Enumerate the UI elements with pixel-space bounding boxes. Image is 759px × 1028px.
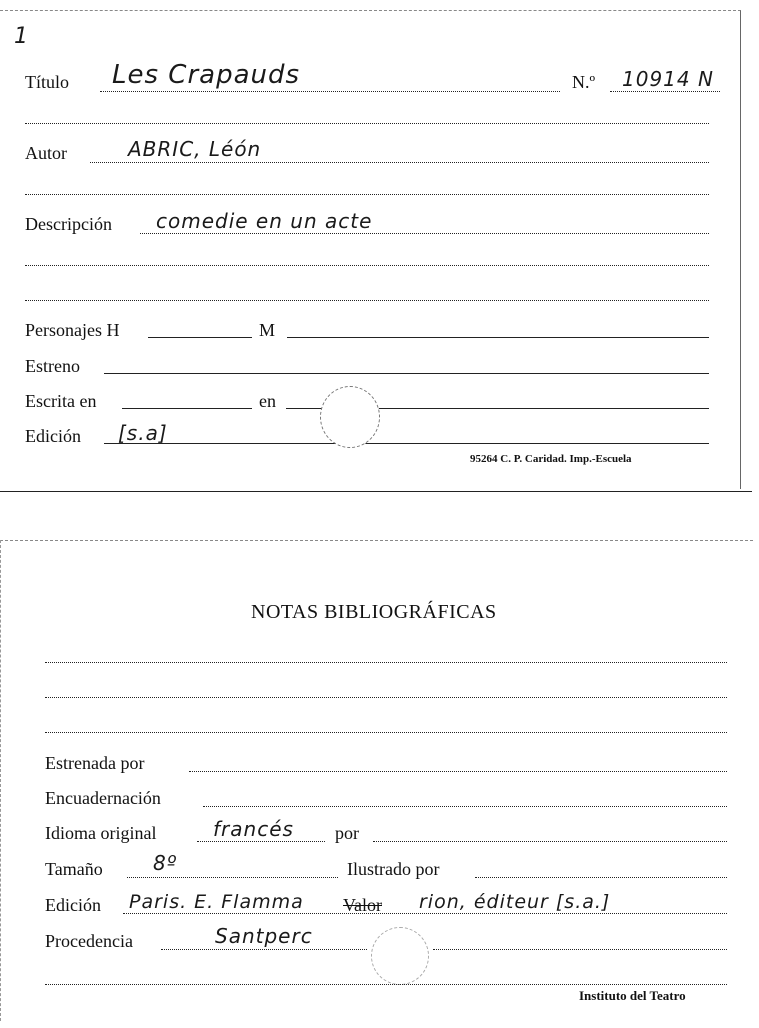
estreno-label: Estreno [25,356,80,376]
numero-line [610,91,720,92]
catalog-card-back [0,540,753,1021]
personajes-m-line [287,337,709,338]
titulo-label: Título [25,72,69,92]
edicion2-label: Edición [45,895,101,915]
descripcion-value: comedie en un acte [156,209,373,233]
punch-hole [320,386,380,448]
descripcion-label: Descripción [25,214,112,234]
blank-line [25,300,709,301]
institution-footer: Instituto del Teatro [579,988,686,1003]
tamano-value: 8º [153,851,178,875]
edicion2-value-b: rion, éditeur [s.a.] [419,891,611,913]
escrita-line [122,408,252,409]
idioma-line [197,841,325,842]
ilustrado-label: Ilustrado por [347,859,440,879]
catalog-card-front [0,10,741,489]
idioma-label: Idioma original [45,823,157,843]
edicion2-value-a: Paris. E. Flamma [129,891,304,913]
idioma-por-label: por [335,823,359,843]
edicion-label: Edición [25,426,81,446]
encuadernacion-label: Encuadernación [45,788,161,808]
estrenada-line [189,771,727,772]
descripcion-line [140,233,709,234]
escrita-label: Escrita en [25,391,97,411]
idioma-value: francés [213,817,294,841]
idioma-por-line [373,841,727,842]
blank-line [25,194,709,195]
encuadernacion-line [203,806,727,807]
estrenada-label: Estrenada por [45,753,145,773]
procedencia-line [161,949,367,950]
procedencia-line-2 [433,949,727,950]
printer-imprint: 95264 C. P. Caridad. Imp.-Escuela [470,453,632,465]
estreno-line [104,373,709,374]
blank-line [45,662,727,663]
blank-line [25,265,709,266]
ilustrado-line [475,877,727,878]
corner-mark: 1 [14,24,29,49]
punch-hole [371,927,429,985]
notas-heading: NOTAS BIBLIOGRÁFICAS [251,601,497,623]
personajes-h-line [148,337,252,338]
autor-value: ABRIC, Léón [128,137,262,161]
tamano-label: Tamaño [45,859,103,879]
blank-line [25,123,709,124]
numero-label: N.º [572,72,596,92]
procedencia-label: Procedencia [45,931,133,951]
numero-value: 10914 N [622,67,714,91]
blank-line [45,984,727,985]
card-edge-line [0,491,752,492]
titulo-value: Les Crapauds [112,60,301,90]
escrita-en-label: en [259,391,276,411]
personajes-m-label: M [259,320,276,340]
edicion2-struck: Valor [343,895,382,915]
tamano-line [127,877,338,878]
titulo-line [100,91,560,92]
blank-line [45,697,727,698]
procedencia-value: Santperc [215,924,313,948]
personajes-label: Personajes H [25,320,120,340]
edicion-value: [s.a] [118,421,168,445]
autor-label: Autor [25,143,67,163]
edicion-line [104,443,709,444]
autor-line [90,162,709,163]
blank-line [45,732,727,733]
